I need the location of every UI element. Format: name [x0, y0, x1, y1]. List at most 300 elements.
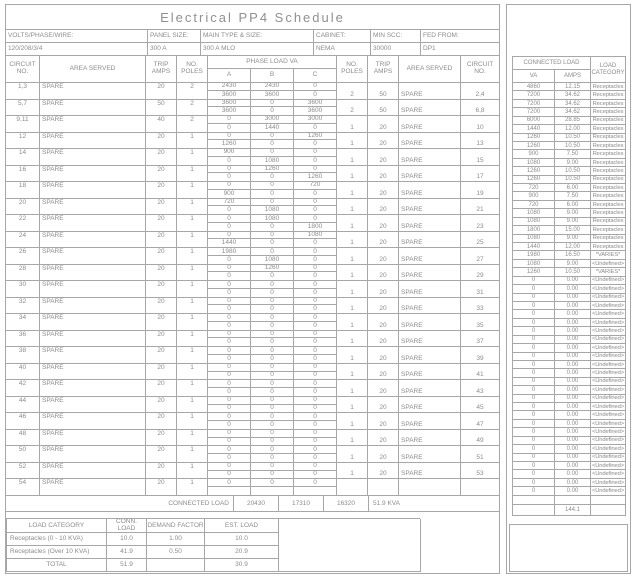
phase-b-line1: 1080	[251, 215, 293, 223]
summary-row-est: 10.0	[205, 533, 279, 546]
phase-c-cell	[294, 265, 337, 282]
phase-a-line1: 0	[208, 116, 250, 124]
phase-c-line1: 0	[294, 248, 336, 256]
no-poles-left-cell: 2	[177, 116, 208, 133]
header-trip-amps-left: TRIP AMPS	[146, 56, 177, 83]
trip-amps-left-cell: 20	[146, 166, 177, 183]
connected-load-row-item	[513, 445, 626, 453]
table-row	[6, 314, 499, 331]
phase-a-line2: 900	[223, 189, 235, 197]
area-served-left-cell: SPARE	[40, 430, 146, 447]
phase-c-line2: 0	[313, 239, 317, 247]
area-served-left-cell: SPARE	[40, 133, 146, 150]
trip-amps-left-cell: 40	[146, 116, 177, 133]
phase-c-cell	[294, 430, 337, 447]
connected-load-row-item	[513, 176, 626, 184]
amps-cell: 0.00	[555, 470, 591, 478]
connected-load-row-item	[513, 285, 626, 293]
load-category-cell: <Undefined>	[591, 437, 625, 444]
schedule-title: Electrical PP4 Schedule	[6, 5, 499, 30]
amps-cell: 9.00	[555, 209, 591, 217]
amps-cell: 10.50	[555, 142, 591, 150]
no-poles-left-cell: 2	[177, 100, 208, 117]
trip-amps-right-cell: 20	[368, 265, 399, 282]
amps-cell: 0.00	[555, 445, 591, 453]
va-cell: 0	[513, 310, 555, 318]
phase-b-line1: 0	[251, 149, 293, 157]
amps-cell: 16.50	[555, 251, 591, 259]
table-row	[6, 281, 499, 298]
area-served-right-cell: SPARE	[399, 248, 461, 265]
phase-a-line1: 0	[208, 232, 250, 240]
va-cell: 6000	[513, 117, 555, 125]
load-category-cell: Receptacles	[591, 176, 626, 184]
area-served-right-cell: SPARE	[399, 83, 461, 100]
load-category-cell: Receptacles	[591, 100, 626, 108]
phase-b-line1: 0	[251, 100, 293, 108]
trip-amps-left-cell: 20	[146, 149, 177, 166]
demand-summary-table	[6, 518, 420, 572]
amps-cell: 0.00	[555, 403, 591, 411]
phase-c-line1: 0	[294, 397, 336, 405]
phase-b-line2: 0	[270, 338, 274, 346]
phase-b-line2: 0	[270, 387, 274, 395]
phase-a-line1: 0	[208, 281, 250, 289]
phase-c-line1: 0	[294, 446, 336, 454]
area-served-right-cell: SPARE	[399, 298, 461, 315]
table-header	[6, 56, 499, 83]
phase-b-line1: 0	[251, 314, 293, 322]
circuit-no-right-cell: 37	[461, 331, 499, 348]
phase-c-line1: 0	[294, 298, 336, 306]
trip-amps-right-cell: 50	[368, 83, 399, 100]
connected-load-row-item	[513, 192, 626, 200]
connected-load-row-item	[513, 437, 626, 445]
amps-cell: 0.00	[555, 353, 591, 361]
connected-load-total-row	[513, 505, 626, 516]
load-category-cell: <Undefined>	[591, 395, 625, 402]
phase-b-line2: 0	[270, 437, 274, 445]
trip-amps-left-cell: 20	[146, 364, 177, 381]
connected-load-row-item	[513, 150, 626, 158]
circuit-no-right-cell: 29	[461, 265, 499, 282]
va-cell: 1080	[513, 209, 555, 217]
circuit-no-right-cell: 21	[461, 199, 499, 216]
amps-cell: 9.00	[555, 260, 591, 268]
amps-cell: 0.00	[555, 336, 591, 344]
va-cell: 0	[513, 277, 555, 285]
phase-a-line1: 0	[208, 413, 250, 421]
info-value-panel-size: 300 A	[148, 43, 201, 56]
header-no-poles-left: NO. POLES	[177, 56, 208, 83]
load-category-cell: <Undefined>	[591, 487, 625, 494]
panel-info-header	[6, 30, 499, 56]
area-served-left-cell: SPARE	[40, 364, 146, 381]
load-category-cell: <Undefined>	[591, 412, 625, 419]
load-category-cell: <Undefined>	[591, 445, 625, 452]
phase-a-line1: 0	[208, 298, 250, 306]
connected-load-panel	[506, 4, 631, 574]
phase-b-cell	[251, 298, 294, 315]
table-row	[6, 446, 499, 463]
phase-c-line1: 1080	[294, 232, 336, 240]
phase-a-cell	[208, 116, 251, 133]
va-cell: 0	[513, 445, 555, 453]
phase-b-line2: 1440	[264, 123, 280, 131]
phase-c-line2: 0	[313, 453, 317, 461]
circuit-no-right-cell: 53	[461, 463, 499, 480]
phase-a-line2: 0	[227, 255, 231, 263]
phase-c-line2: 0	[313, 354, 317, 362]
phase-a-line2: 0	[227, 404, 231, 412]
phase-a-line2: 0	[227, 470, 231, 478]
phase-b-line2: 0	[270, 453, 274, 461]
circuit-no-left-cell: 38	[6, 347, 40, 364]
phase-a-line1: 1980	[208, 248, 250, 256]
phase-a-cell	[208, 331, 251, 348]
area-served-right-cell: SPARE	[399, 100, 461, 117]
circuit-no-right-cell: 39	[461, 347, 499, 364]
area-served-left-cell: SPARE	[40, 116, 146, 133]
no-poles-left-cell: 1	[177, 215, 208, 232]
phase-a-cell	[208, 83, 251, 100]
header-phase-c: C	[294, 69, 337, 83]
no-poles-left-cell: 1	[177, 149, 208, 166]
load-category-cell: <Undefined>	[591, 311, 625, 318]
connected-load-row	[6, 496, 499, 512]
connected-load-row-item	[513, 268, 626, 276]
area-served-left-cell: SPARE	[40, 380, 146, 397]
trip-amps-right-cell: 20	[368, 380, 399, 397]
phase-c-line1: 0	[294, 364, 336, 372]
amps-cell: 9.00	[555, 159, 591, 167]
va-cell: 1260	[513, 134, 555, 142]
area-served-right-cell: SPARE	[399, 463, 461, 480]
load-category-cell: Receptacles	[591, 134, 626, 142]
amps-cell: 34.62	[555, 108, 591, 116]
area-served-right-cell: SPARE	[399, 199, 461, 216]
load-category-cell: *VARIES*	[591, 268, 626, 276]
phase-b-line2: 1080	[264, 156, 280, 164]
total-phase-b: 17310	[279, 496, 324, 512]
amps-cell: 10.50	[555, 167, 591, 175]
header-circuit-no-left: CIRCUIT NO.	[6, 56, 40, 83]
amps-cell: 0.00	[555, 369, 591, 377]
amps-cell: 0.00	[555, 378, 591, 386]
circuit-no-right-cell: 49	[461, 430, 499, 447]
connected-load-row-item	[513, 235, 626, 243]
phase-a-cell	[208, 380, 251, 397]
table-row	[6, 182, 499, 199]
phase-b-line2: 0	[270, 189, 274, 197]
phase-b-line1: 2430	[251, 83, 293, 91]
amps-cell: 9.00	[555, 218, 591, 226]
circuit-no-right-cell: 35	[461, 314, 499, 331]
phase-b-line1: 0	[251, 397, 293, 405]
phase-c-line2	[294, 487, 336, 495]
va-cell: 0	[513, 285, 555, 293]
connected-load-rows	[513, 83, 626, 496]
no-poles-right-cell: 1	[337, 463, 368, 480]
phase-c-line1: 1260	[294, 133, 336, 141]
va-cell: 0	[513, 378, 555, 386]
phase-a-cell	[208, 298, 251, 315]
phase-c-cell	[294, 380, 337, 397]
trip-amps-left-cell: 20	[146, 281, 177, 298]
no-poles-left-cell: 1	[177, 331, 208, 348]
va-cell: 1800	[513, 226, 555, 234]
header-area-served-right: AREA SERVED	[399, 56, 461, 83]
amps-cell: 0.00	[555, 344, 591, 352]
table-row	[6, 265, 499, 282]
trip-amps-right-cell: 20	[368, 166, 399, 183]
no-poles-right-cell: 1	[337, 182, 368, 199]
phase-b-line1: 0	[251, 413, 293, 421]
phase-c-line1: 0	[294, 149, 336, 157]
trip-amps-left-cell: 20	[146, 83, 177, 100]
load-category-cell: Receptacles	[591, 108, 626, 116]
va-cell: 0	[513, 437, 555, 445]
blank-cell	[591, 505, 626, 516]
phase-c-line2: 0	[313, 305, 317, 313]
phase-b-line1: 1260	[251, 166, 293, 174]
area-served-left-cell: SPARE	[40, 149, 146, 166]
circuit-no-left-cell: 54	[6, 479, 40, 496]
no-poles-left-cell: 1	[177, 314, 208, 331]
phase-a-line2: 0	[227, 288, 231, 296]
phase-a-line2: 0	[227, 305, 231, 313]
load-category-cell: <Undefined>	[591, 319, 625, 326]
load-category-cell: Receptacles	[591, 91, 626, 99]
header-connected-load: CONNECTED LOAD	[513, 57, 591, 70]
amps-cell: 0.00	[555, 411, 591, 419]
phase-a-cell	[208, 364, 251, 381]
info-value-min-scc: 30000	[371, 43, 421, 56]
phase-a-line1: 0	[208, 182, 250, 190]
load-category-cell: Receptacles	[591, 184, 626, 192]
area-served-right-cell: SPARE	[399, 347, 461, 364]
amps-cell: 12.15	[555, 83, 591, 91]
phase-c-line2: 0	[313, 470, 317, 478]
notes-empty-box	[509, 524, 628, 572]
va-cell: 0	[513, 411, 555, 419]
amps-cell: 10.50	[555, 268, 591, 276]
va-cell: 0	[513, 403, 555, 411]
phase-c-line2: 0	[313, 437, 317, 445]
phase-a-cell	[208, 133, 251, 150]
phase-b-line2: 0	[270, 371, 274, 379]
load-category-cell: Receptacles	[591, 218, 626, 226]
phase-b-line2: 0	[270, 140, 274, 148]
connected-load-row-item	[513, 361, 626, 369]
area-served-left-cell: SPARE	[40, 314, 146, 331]
circuit-no-right-cell: 51	[461, 446, 499, 463]
connected-load-row-item	[513, 184, 626, 192]
phase-b-line2: 1080	[264, 206, 280, 214]
area-served-left-cell: SPARE	[40, 413, 146, 430]
no-poles-left-cell: 1	[177, 182, 208, 199]
circuit-no-right-cell: 41	[461, 364, 499, 381]
summary-row-df: 0.50	[147, 546, 205, 559]
phase-a-line1: 0	[208, 364, 250, 372]
trip-amps-left-cell: 20	[146, 446, 177, 463]
area-served-left-cell: SPARE	[40, 215, 146, 232]
area-served-left-cell: SPARE	[40, 281, 146, 298]
circuit-no-right-cell: 23	[461, 215, 499, 232]
table-row	[6, 364, 499, 381]
connected-load-row-item	[513, 83, 626, 91]
phase-c-line2: 0	[313, 404, 317, 412]
load-category-cell: Receptacles	[591, 167, 626, 175]
area-served-right-cell: SPARE	[399, 446, 461, 463]
phase-b-cell	[251, 463, 294, 480]
load-category-cell: Receptacles	[591, 83, 626, 91]
phase-c-line1: 0	[294, 314, 336, 322]
area-served-left-cell: SPARE	[40, 446, 146, 463]
phase-c-line2: 0	[313, 206, 317, 214]
load-category-cell: <Undefined>	[591, 429, 625, 435]
trip-amps-left-cell: 20	[146, 298, 177, 315]
phase-b-line1: 0	[251, 347, 293, 355]
blank-cell	[555, 496, 591, 505]
phase-a-line1: 720	[208, 199, 250, 207]
phase-c-line2: 1800	[307, 222, 323, 230]
circuit-no-right-cell: 45	[461, 397, 499, 414]
va-cell: 1440	[513, 125, 555, 133]
info-label-cabinet: CABINET:	[314, 30, 371, 43]
circuit-no-left-cell: 16	[6, 166, 40, 183]
header-no-poles-right: NO. POLES	[337, 56, 368, 83]
phase-b-line1: 0	[251, 331, 293, 339]
phase-a-line1: 0	[208, 166, 250, 174]
phase-c-line1: 0	[294, 166, 336, 174]
no-poles-right-cell: 2	[337, 100, 368, 117]
phase-a-line2: 0	[227, 123, 231, 131]
va-cell: 7200	[513, 108, 555, 116]
header-phase-load-va: PHASE LOAD VA	[208, 56, 337, 69]
connected-load-row-item	[513, 395, 626, 403]
area-served-right-cell: SPARE	[399, 397, 461, 414]
no-poles-right-cell: 1	[337, 199, 368, 216]
area-served-left-cell: SPARE	[40, 298, 146, 315]
va-cell: 0	[513, 420, 555, 428]
load-category-cell: <Undefined>	[591, 344, 625, 351]
phase-a-line1: 0	[208, 265, 250, 273]
amps-cell: 12.00	[555, 243, 591, 251]
connected-load-row-item	[513, 243, 626, 251]
connected-load-row-item	[513, 462, 626, 470]
area-served-left-cell: SPARE	[40, 331, 146, 348]
phase-a-cell	[208, 347, 251, 364]
va-cell: 0	[513, 353, 555, 361]
header-phase-a: A	[208, 69, 251, 83]
va-cell: 0	[513, 428, 555, 436]
amps-cell: 0.00	[555, 428, 591, 436]
va-cell: 0	[513, 344, 555, 352]
phase-b-cell	[251, 281, 294, 298]
area-served-right-cell: SPARE	[399, 265, 461, 282]
phase-b-cell	[251, 397, 294, 414]
amps-cell: 0.00	[555, 454, 591, 462]
info-value-volts: 120/208/3/4	[6, 43, 148, 56]
no-poles-right-cell: 1	[337, 397, 368, 414]
load-category-cell: Receptacles	[591, 192, 626, 200]
phase-c-cell	[294, 331, 337, 348]
table-row	[6, 397, 499, 414]
amps-cell: 34.62	[555, 100, 591, 108]
va-cell: 720	[513, 184, 555, 192]
area-served-right-cell: SPARE	[399, 364, 461, 381]
circuit-no-left-cell: 48	[6, 430, 40, 447]
table-row	[6, 166, 499, 183]
trip-amps-right-cell: 20	[368, 298, 399, 315]
phase-a-line1: 0	[208, 380, 250, 388]
phase-c-cell	[294, 83, 337, 100]
no-poles-right-cell: 1	[337, 364, 368, 381]
va-cell: 0	[513, 336, 555, 344]
no-poles-right-cell: 1	[337, 149, 368, 166]
phase-c-cell	[294, 182, 337, 199]
area-served-right-cell: SPARE	[399, 166, 461, 183]
header-circuit-no-right: CIRCUIT NO.	[461, 56, 499, 83]
trip-amps-right-cell: 20	[368, 463, 399, 480]
trip-amps-right-cell: 20	[368, 248, 399, 265]
no-poles-left-cell: 1	[177, 298, 208, 315]
summary-row-df: 1.00	[147, 533, 205, 546]
total-amps: 144.1	[555, 505, 591, 516]
phase-c-cell	[294, 199, 337, 216]
va-cell: 720	[513, 201, 555, 209]
connected-load-row-item	[513, 251, 626, 259]
phase-b-line2: 0	[270, 470, 274, 478]
table-row	[6, 133, 499, 150]
va-cell: 0	[513, 319, 555, 327]
no-poles-left-cell: 1	[177, 413, 208, 430]
phase-a-cell	[208, 430, 251, 447]
trip-amps-right-cell: 20	[368, 149, 399, 166]
load-category-cell: Receptacles	[591, 117, 626, 125]
connected-load-row-item	[513, 428, 626, 436]
area-served-left-cell: SPARE	[40, 248, 146, 265]
connected-load-blank-row	[513, 496, 626, 505]
connected-load-row-item	[513, 310, 626, 318]
header-va: VA	[513, 70, 555, 83]
total-phase-a: 20430	[234, 496, 279, 512]
phase-c-line2: 0	[313, 123, 317, 131]
area-served-left-cell: SPARE	[40, 199, 146, 216]
amps-cell: 34.62	[555, 91, 591, 99]
circuit-no-right-cell: 25	[461, 232, 499, 249]
circuit-no-left-cell: 28	[6, 265, 40, 282]
va-cell: 1080	[513, 218, 555, 226]
phase-c-line1: 0	[294, 265, 336, 273]
trip-amps-left-cell: 20	[146, 430, 177, 447]
phase-a-cell	[208, 215, 251, 232]
phase-b-cell	[251, 347, 294, 364]
phase-c-cell	[294, 149, 337, 166]
phase-a-line1: 0	[208, 331, 250, 339]
circuit-no-left-cell: 46	[6, 413, 40, 430]
no-poles-left-cell: 1	[177, 232, 208, 249]
trip-amps-right-cell: 20	[368, 199, 399, 216]
phase-a-cell	[208, 463, 251, 480]
area-served-right-cell: SPARE	[399, 331, 461, 348]
phase-b-cell	[251, 100, 294, 117]
phase-a-line1: 2430	[208, 83, 250, 91]
circuit-no-left-cell: 52	[6, 463, 40, 480]
table-row	[6, 380, 499, 397]
va-cell: 1080	[513, 260, 555, 268]
